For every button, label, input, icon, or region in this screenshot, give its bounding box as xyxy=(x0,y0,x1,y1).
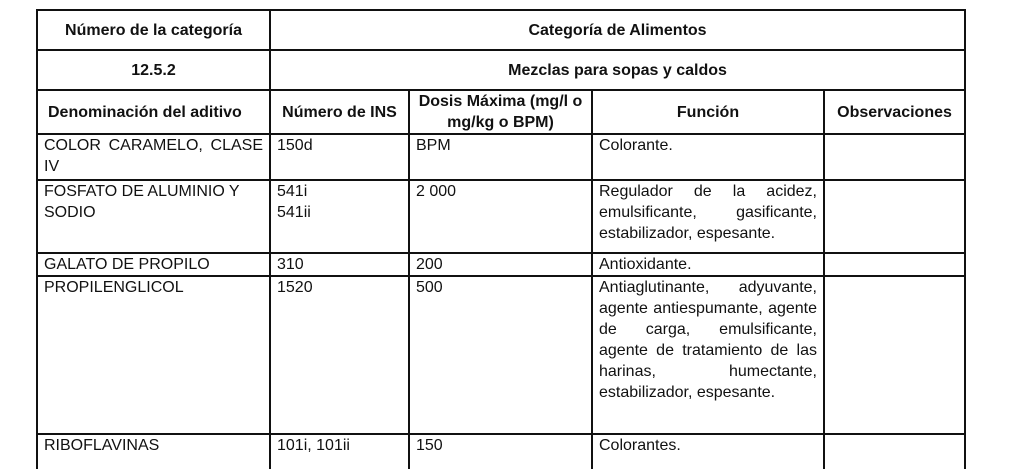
ins-number: 541i 541ii xyxy=(270,180,409,253)
ins-number: 101i, 101ii xyxy=(270,434,409,469)
max-dose: 150 xyxy=(409,434,592,469)
observations xyxy=(824,180,965,253)
additive-name: FOSFATO DE ALUMINIO Y SODIO xyxy=(37,180,270,253)
function-text: Antioxidante. xyxy=(592,253,824,276)
ins-number: 310 xyxy=(270,253,409,276)
column-header-max-dose: Dosis Máxima (mg/l o mg/kg o BPM) xyxy=(409,90,592,134)
category-header-row xyxy=(37,10,965,50)
observations xyxy=(824,276,965,434)
table-row xyxy=(37,253,965,276)
observations xyxy=(824,434,965,469)
column-header-additive: Denominación del aditivo xyxy=(37,90,270,134)
function-text: Colorantes. xyxy=(592,434,824,469)
max-dose: BPM xyxy=(409,134,592,180)
function-text: Antiaglutinante, adyuvante, agente antiespumante, agente de carga, emulsificante, agente de tratamiento de las harinas, humectante, estabilizador, espesante. xyxy=(592,276,824,434)
additive-name: GALATO DE PROPILO xyxy=(37,253,270,276)
additives-table xyxy=(36,9,966,469)
table-row xyxy=(37,180,965,253)
table-row xyxy=(37,276,965,434)
table-row xyxy=(37,134,965,180)
observations xyxy=(824,134,965,180)
table-row xyxy=(37,434,965,469)
max-dose: 500 xyxy=(409,276,592,434)
category-label: Categoría de Alimentos xyxy=(270,10,965,50)
additive-name: RIBOFLAVINAS xyxy=(37,434,270,469)
column-header-row xyxy=(37,90,965,134)
max-dose: 200 xyxy=(409,253,592,276)
additive-name: PROPILENGLICOL xyxy=(37,276,270,434)
function-text: Regulador de la acidez, emulsificante, gasificante, estabilizador, espesante. xyxy=(592,180,824,253)
column-header-observations: Observaciones xyxy=(824,90,965,134)
column-header-function: Función xyxy=(592,90,824,134)
category-number-label: Número de la categoría xyxy=(37,10,270,50)
observations xyxy=(824,253,965,276)
additive-name: COLOR CARAMELO, CLASE IV xyxy=(37,134,270,180)
category-number: 12.5.2 xyxy=(37,50,270,90)
ins-number: 1520 xyxy=(270,276,409,434)
column-header-ins: Número de INS xyxy=(270,90,409,134)
category-value-row xyxy=(37,50,965,90)
category-name: Mezclas para sopas y caldos xyxy=(270,50,965,90)
max-dose: 2 000 xyxy=(409,180,592,253)
function-text: Colorante. xyxy=(592,134,824,180)
ins-number: 150d xyxy=(270,134,409,180)
